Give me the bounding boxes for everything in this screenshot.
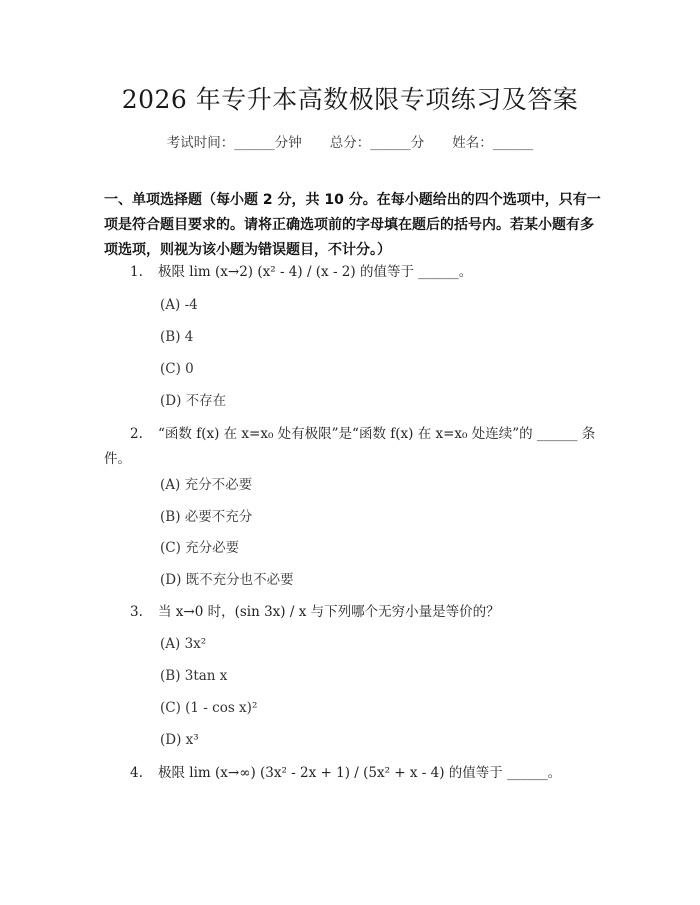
question-text: “函数 f(x) 在 x=x₀ 处有极限”是“函数 f(x) 在 x=x₀ 处连续”的 ______ 条件。 [104,426,596,467]
option-d: (D) 不存在 [160,393,227,409]
question-number: 3. [130,604,143,620]
option-a: (A) 3x² [160,636,207,652]
name-field: 姓名：______ [452,135,534,151]
question-text: 当 x→0 时，(sin 3x) / x 与下列哪个无穷小量是等价的？ [158,604,500,620]
question-text: 极限 lim (x→∞) (3x² - 2x + 1) / (5x² + x - 4) 的值等于 ______。 [158,765,562,781]
option-c: (C) 充分必要 [160,540,240,556]
option-d: (D) x³ [160,732,199,748]
question-2 [104,422,604,472]
option-b: (B) 必要不充分 [160,509,253,525]
question-3 [104,600,604,625]
total-score-field: 总分：______分 [329,135,425,151]
question-text: 极限 lim (x→2) (x² - 4) / (x - 2) 的值等于 ______。 [158,264,473,280]
option-c: (C) (1 - cos x)² [160,700,258,716]
question-number: 4. [130,765,143,781]
question-number: 1. [130,264,143,280]
page-title: 2026 年专升本高数极限专项练习及答案 [121,85,579,114]
option-c: (C) 0 [160,361,194,377]
option-a: (A) -4 [160,297,198,313]
question-4 [104,761,604,786]
exam-time-field: 考试时间：______分钟 [166,135,302,151]
question-1 [104,260,604,285]
exam-meta [0,131,700,151]
option-a: (A) 充分不必要 [160,477,253,493]
option-d: (D) 既不充分也不必要 [160,572,294,588]
option-b: (B) 4 [160,329,194,345]
section-heading: 一、单项选择题（每小题 2 分，共 10 分。在每小题给出的四个选项中，只有一项是符合题目要求的。请将正确选项前的字母填在题后的括号内。若某小题有多项选项，则视为该小题为错误题目，不计分。） [104,192,601,258]
option-b: (B) 3tan x [160,668,228,684]
question-number: 2. [130,426,143,442]
